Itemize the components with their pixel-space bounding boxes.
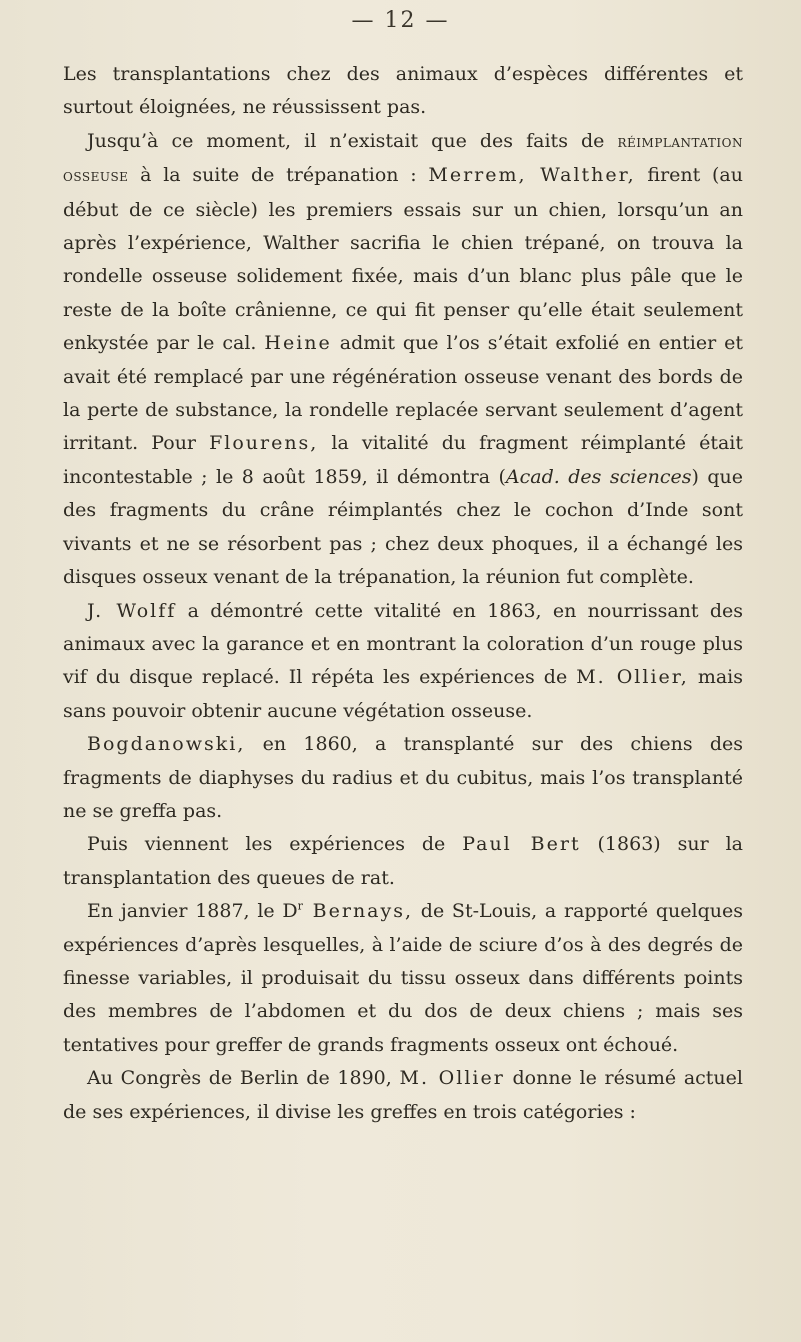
text-run: de St-Louis, a rapporté quelques expériences d’après lesquelles, à l’aide de sciure d’os à des degrés de finesse variables, il produisait du tissu osseux dans différents points des membres de l’abdomen et du dos de deux chiens ; mais ses tentatives pour greffer de grands fragments osseux ont échoué. — [63, 900, 743, 1056]
text-run: mais sans pouvoir obtenir aucune végétation osseuse. — [63, 666, 743, 722]
superscript-r: r — [297, 899, 303, 913]
paragraph-3 — [63, 595, 743, 729]
author-wolff: J. Wolff — [87, 599, 177, 622]
author-bogdanowski: Bogdanowski, — [87, 733, 246, 756]
text-run: Au Congrès de Berlin de 1890, — [87, 1067, 400, 1090]
text-run: Jusqu’à ce moment, il n’existait que des faits de — [87, 129, 618, 152]
text-run: la vitalité du fragment réimplanté était incontestable ; le 8 août 1859, il démontra ( — [63, 432, 744, 488]
text-run: en 1860, a transplanté sur des chiens des fragments de diaphyses du radius et du cubitus, mais l’os transplanté ne se greffa pas. — [63, 733, 743, 822]
text-run: firent (au début de ce siècle) les premiers essais sur un chien, lorsqu’un an après l’expérience, Walther sacrifia le chien trépané, on trouva la rondelle osseuse solidement fixée, mais d’un blanc plus pâle que le reste de la boîte crânienne, ce qui fit penser qu’elle était seulement enkystée par le cal. — [63, 164, 743, 355]
paragraph-1-text: Les transplantations chez des animaux d’espèces différentes et surtout éloignées, ne réussissent pas. — [63, 63, 743, 119]
text-run: a démontré cette vitalité en 1863, en nourrissant des animaux avec la garance et en montrant la coloration d’un rouge plus vif du disque replacé. Il répéta les expériences de — [63, 599, 743, 689]
citation-italic: Acad. des sciences — [505, 465, 692, 488]
author-bert: Paul Bert — [462, 833, 581, 856]
text-run: à la suite de trépanation : — [128, 164, 429, 187]
text-run: admit que l’os s’était exfolié en entier et avait été remplacé par une régénération osseuse venant des bords de la perte de substance, la rondelle replacée servant seulement d’agent irritant. Pour — [63, 332, 743, 455]
author-bernays: Bernays, — [302, 900, 414, 923]
paragraph-5 — [63, 828, 743, 895]
author-names: Merrem, Walther, — [428, 164, 636, 187]
author-ollier-2: M. Ollier — [399, 1067, 505, 1090]
paragraph-7 — [63, 1062, 743, 1129]
author-flourens: Flourens, — [209, 432, 319, 455]
text-run: (1863) sur la transplantation des queues de rat. — [63, 833, 744, 889]
body-text — [63, 58, 743, 1129]
paragraph-6 — [63, 895, 743, 1062]
paragraph-1 — [63, 58, 743, 125]
text-run: donne le résumé actuel de ses expériences, il divise les greffes en trois catégories : — [63, 1067, 743, 1123]
text-run: Puis viennent les expériences de — [87, 833, 463, 856]
paragraph-4 — [63, 728, 743, 828]
author-ollier: M. Ollier, — [576, 666, 689, 689]
paragraph-2 — [63, 125, 743, 595]
small-caps-term: réimplantation osseuse — [63, 131, 743, 187]
text-run: ) que des fragments du crâne réimplantés chez le cochon d’Inde sont vivants et ne se résorbent pas ; chez deux phoques, il a échangé les disques osseux venant de la trépanation, la réunion fut complète. — [63, 465, 743, 589]
page-number: — 12 — — [351, 8, 450, 33]
text-run: En janvier 1887, le D — [87, 900, 298, 923]
author-heine: Heine — [264, 332, 332, 355]
